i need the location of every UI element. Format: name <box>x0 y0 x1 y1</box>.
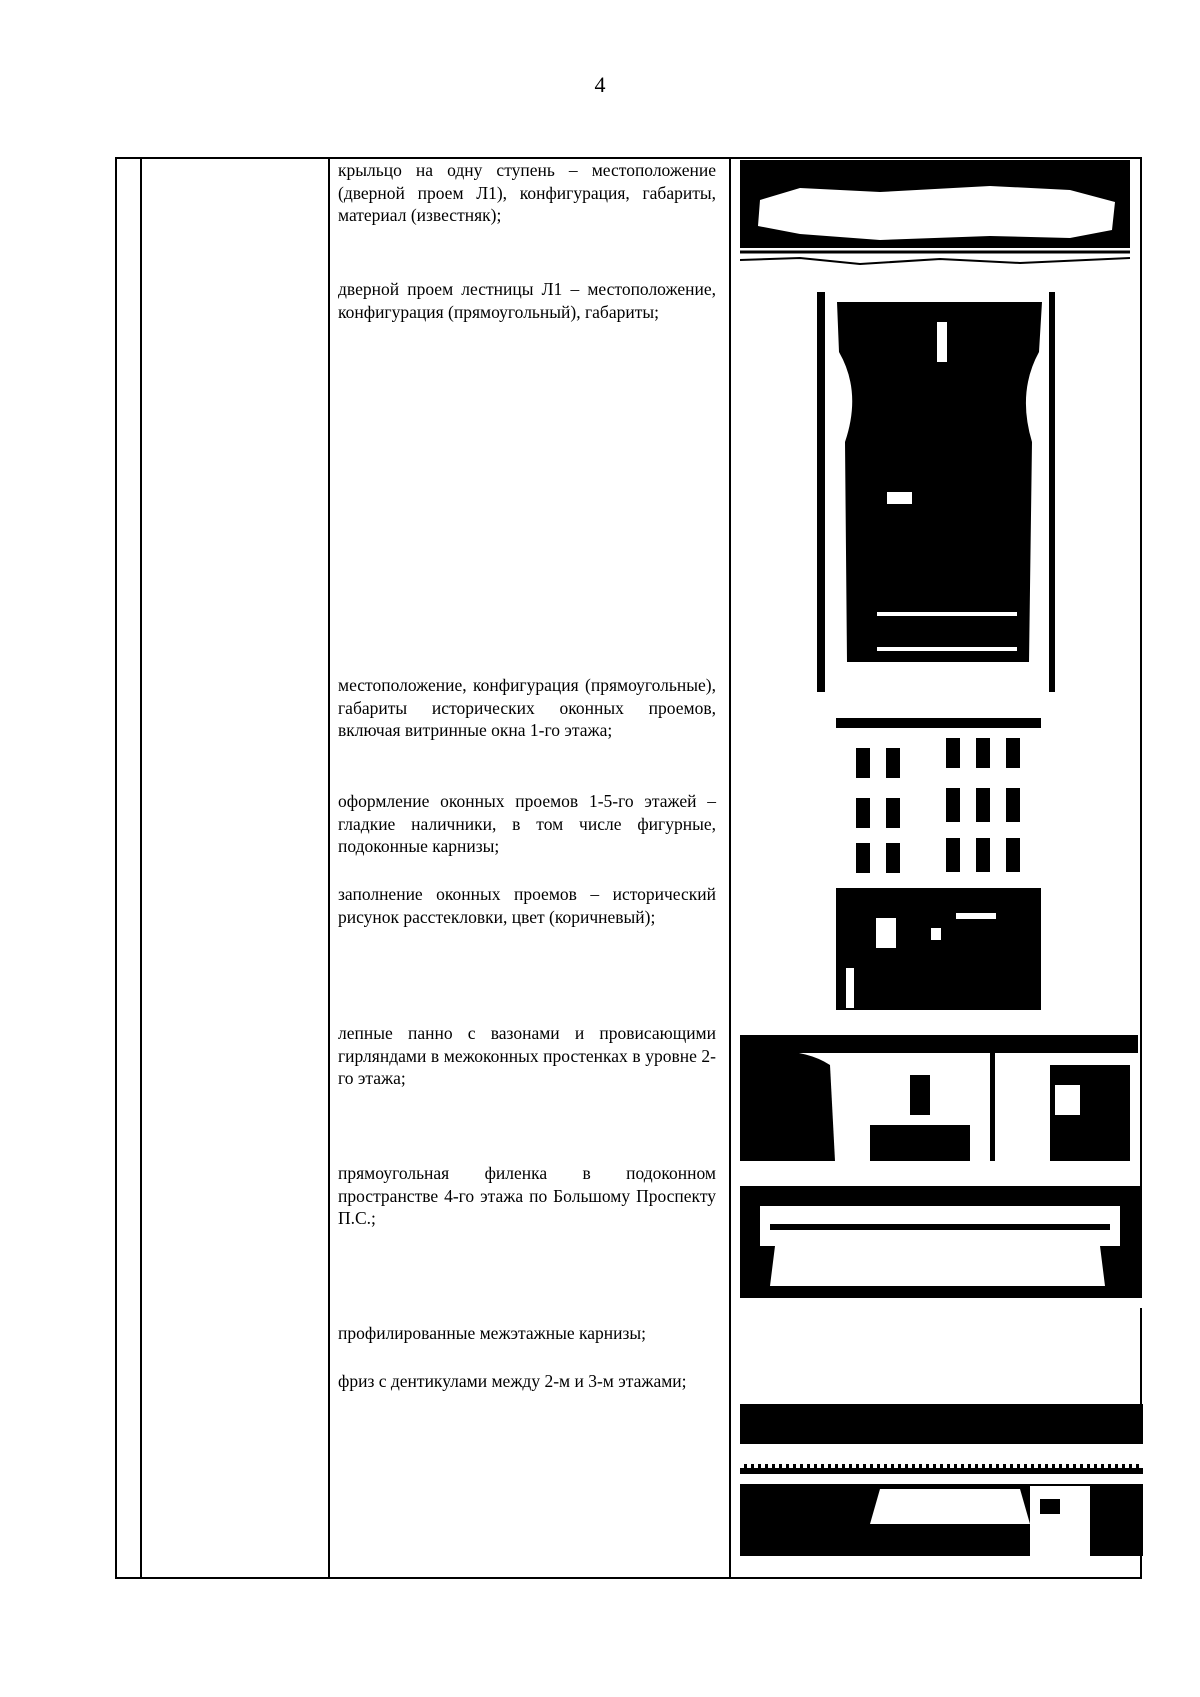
item-stucco-panels: лепные панно с вазонами и провисающими гирляндами в межоконных простенках в уровне 2-го этажа; <box>338 1023 716 1088</box>
porch-photo <box>740 160 1130 270</box>
column-divider-2 <box>328 159 330 1577</box>
building-corner-photo <box>836 718 1041 1010</box>
stucco-panels-photo <box>740 1035 1138 1161</box>
column-divider-3 <box>729 159 731 1577</box>
item-rectangular-panel: прямоугольная филенка в подоконном пространстве 4-го этажа по Большому Проспекту П.С.; <box>338 1163 716 1228</box>
item-window-filling: заполнение оконных проемов – исторический рисунок расстекловки, цвет (коричневый); <box>338 884 716 927</box>
frieze-photo <box>740 1404 1143 1556</box>
item-window-decoration: оформление оконных проемов 1-5-го этажей – гладкие наличники, в том числе фигурные, подоконные карнизы; <box>338 791 716 856</box>
column-divider-1 <box>140 159 142 1577</box>
item-frieze-denticles: фриз с дентикулами между 2-м и 3-м этажами; <box>338 1371 687 1391</box>
item-window-openings: местоположение, конфигурация (прямоугольные), габариты исторических оконных проемов, включая витринные окна 1-го этажа; <box>338 675 716 740</box>
item-porch: крыльцо на одну ступень – местоположение (дверной проем Л1), конфигурация, габариты, материал (известняк); <box>338 160 716 225</box>
page-number: 4 <box>594 72 606 97</box>
item-door-opening: дверной проем лестницы Л1 – местоположение, конфигурация (прямоугольный), габариты; <box>338 279 716 322</box>
door-photo <box>817 292 1062 692</box>
panel-photo <box>740 1186 1142 1308</box>
item-cornices: профилированные межэтажные карнизы; <box>338 1323 647 1343</box>
